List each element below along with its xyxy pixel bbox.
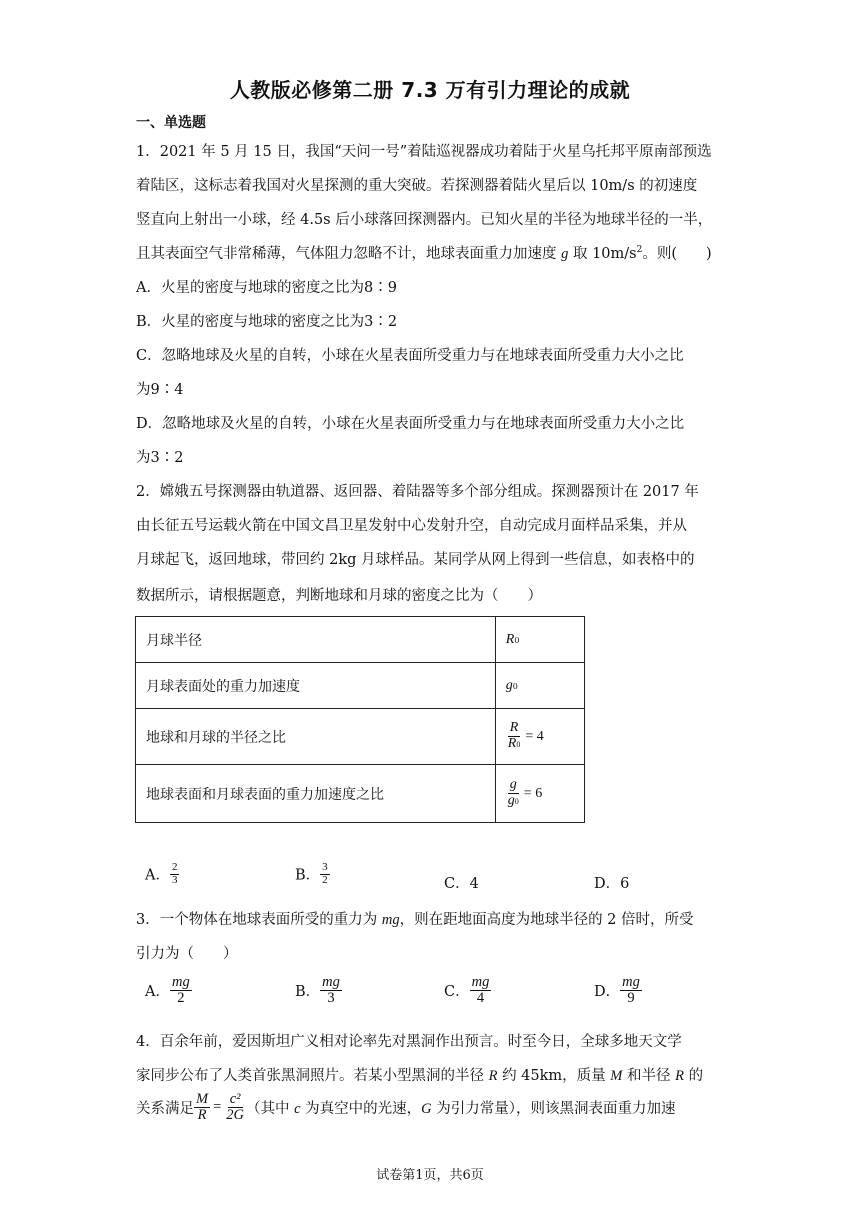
table-cell-key: 月球表面处的重力加速度 (136, 663, 496, 709)
q2-option-a: A． $\frac{2}{3}$ (145, 861, 178, 886)
q1-option-d: D．忽略地球及火星的自转，小球在火星表面所受重力与在地球表面所受重力大小之比 (136, 416, 685, 432)
formula-fraction: $\frac{\text{c²}}{2G}$ (226, 1091, 245, 1124)
q3-option-b: B． $\frac{mg}{3}$ (295, 974, 340, 1007)
q3-line-2: 引力为（ ） (136, 946, 238, 962)
q2-line-1: 2．嫦娥五号探测器由轨道器、返回器、着陆器等多个部分组成。探测器预计在 2017 年 (136, 484, 699, 500)
q2-line-2: 由长征五号运载火箭在中国文昌卫星发射中心发射升空，自动完成月面样品采集，并从 (136, 518, 687, 534)
data-table (135, 616, 585, 823)
table-cell-key: 地球和月球的半径之比 (136, 709, 496, 765)
table-cell-key: 地球表面和月球表面的重力加速度之比 (136, 765, 496, 823)
table-cell-value: $\frac{R}{R0}$ = 4 (495, 709, 584, 765)
q2-option-b: B． $\frac{3}{2}$ (295, 861, 328, 886)
q4-line-2: 家同步公布了人类首张黑洞照片。若某小型黑洞的半径 R 约 45km，质量 M 和半径 R 的 (136, 1068, 704, 1084)
formula-fraction: $\frac{M}{R}$ (196, 1091, 209, 1124)
q2-line-4: 数据所示，请根据题意，判断地球和月球的密度之比为（ ） (136, 588, 542, 604)
ratio-fraction: $\frac{g}{g0}$ (507, 777, 519, 808)
q1-option-d-cont: 为3∶2 (136, 450, 184, 466)
q1-option-a: A．火星的密度与地球的密度之比为8∶9 (136, 280, 397, 296)
q4-line-1: 4．百余年前，爱因斯坦广义相对论率先对黑洞作出预言。时至今日，全球多地天文学 (136, 1034, 682, 1050)
q2-option-c: C．4 (444, 876, 479, 892)
q3-option-d: D． $\frac{mg}{9}$ (594, 974, 640, 1007)
table-cell-value: $\frac{g}{g0}$ = 6 (495, 765, 584, 823)
table-row (136, 765, 585, 823)
page-title: 人教版必修第二册 7.3 万有引力理论的成就 (229, 78, 631, 102)
q3-option-a: A． $\frac{mg}{2}$ (145, 974, 190, 1007)
ratio-fraction: $\frac{R}{R0}$ (507, 720, 521, 751)
page-footer: 试卷第1页，共6页 (376, 1168, 484, 1183)
q2-line-3: 月球起飞，返回地球，带回约 2kg 月球样品。某同学从网上得到一些信息，如表格中的 (136, 552, 695, 568)
q1-line-3: 竖直向上射出一小球，经 4.5s 后小球落回探测器内。已知火星的半径为地球半径的一半， (136, 212, 713, 228)
table-cell-value: g0 (495, 663, 584, 709)
section-heading: 一、单选题 (136, 115, 206, 131)
q4-line-3: 关系满足 $\frac{M}{R}$ = $\frac{\text{c²}}{2G}$ （其中 c 为真空中的光速，G 为引力常量），则该黑洞表面重力加速 (136, 1091, 676, 1124)
q1-line-2: 着陆区，这标志着我国对火星探测的重大突破。若探测器着陆火星后以 10m/s 的初速度 (136, 178, 698, 194)
table-cell-value: R0 (495, 617, 584, 663)
q1-option-c: C．忽略地球及火星的自转，小球在火星表面所受重力与在地球表面所受重力大小之比 (136, 348, 684, 364)
q1-line-4: 且其表面空气非常稀薄，气体阻力忽略不计，地球表面重力加速度 g 取 $10m/s^2$。则( ) (136, 245, 712, 262)
q3-option-c: C． $\frac{mg}{4}$ (444, 974, 490, 1007)
table-cell-key: 月球半径 (136, 617, 496, 663)
q2-option-d: D．6 (594, 876, 630, 892)
q1-option-b: B．火星的密度与地球的密度之比为3∶2 (136, 314, 398, 330)
table-row (136, 709, 585, 765)
q3-line-1: 3．一个物体在地球表面所受的重力为 mg，则在距地面高度为地球半径的 2 倍时，所受 (136, 912, 694, 928)
q1-option-c-cont: 为9∶4 (136, 382, 184, 398)
table-row (136, 663, 585, 709)
q1-line-1: 1．2021 年 5 月 15 日，我国“天问一号”着陆巡视器成功着陆于火星乌托邦平原南部预选 (136, 144, 712, 160)
table-row (136, 617, 585, 663)
